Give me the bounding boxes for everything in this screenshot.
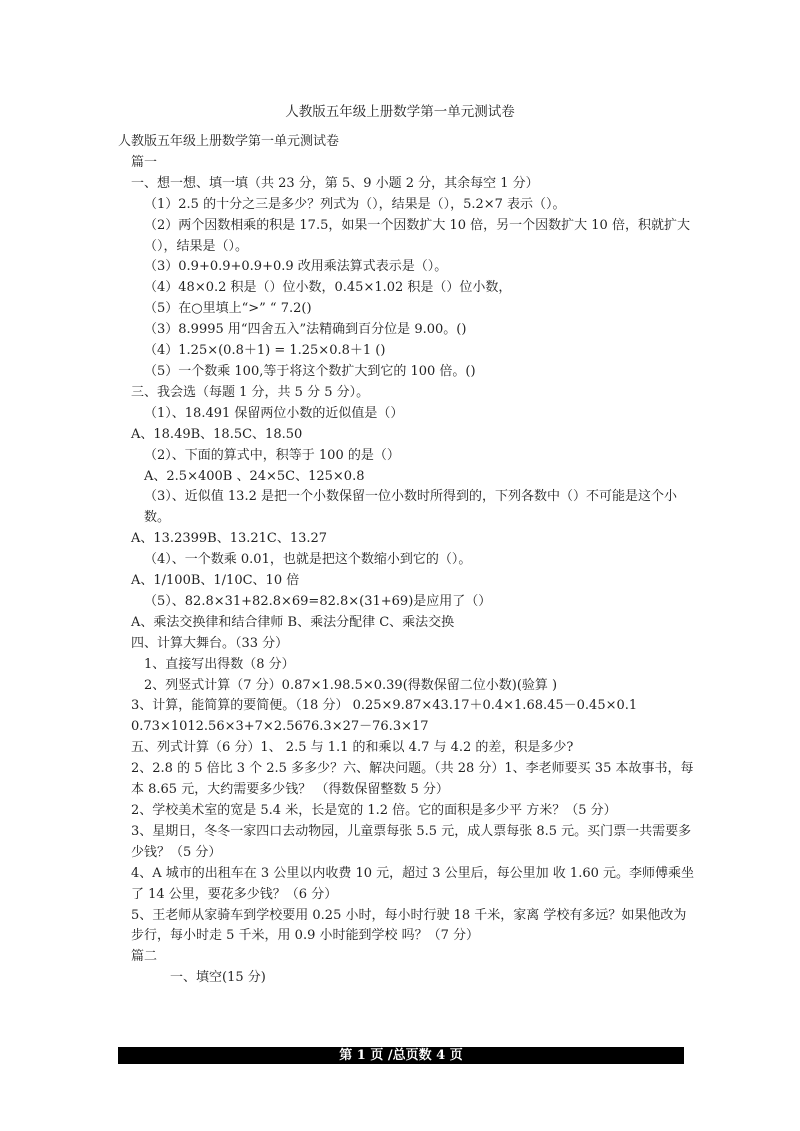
text-line: 3、计算，能简算的要简便。（18 分） 0.25×9.87×43.17＋0.4×1.68.45－0.45×0.1 — [131, 698, 638, 714]
text-line: （4）、一个数乘 0.01，也就是把这个数缩小到它的（）。 — [144, 552, 472, 568]
text-line: （2）两个因数相乘的积是 17.5，如果一个因数扩大 10 倍，另一个因数扩大 10 倍，积就扩大（），结果是（）。 — [144, 217, 690, 254]
text-line: 一、想一想、填一填（共 23 分，第 5、9 小题 2 分，其余每空 1 分） — [131, 175, 539, 191]
text-line: 篇一 — [131, 154, 158, 170]
page-title: 人教版五年级上册数学第一单元测试卷 — [285, 104, 515, 120]
text-line: 人教版五年级上册数学第一单元测试卷 — [118, 134, 340, 149]
text-line: （5）在○里填上“>” “ 7.2() — [144, 301, 312, 317]
text-line: 2、列竖式计算（7 分）0.87×1.98.5×0.39(得数保留二位小数)(验算 ) — [144, 677, 558, 693]
text-line: A、2.5×400B 、24×5C、125×0.8 — [144, 468, 365, 484]
text-line: 4、A 城市的出租车在 3 公里以内收费 10 元，超过 3 公里后，每公里加 收 1.60 元。李师傅乘坐了 14 公里，要花多少钱？（6 分） — [131, 865, 695, 902]
text-line: （3）0.9+0.9+0.9+0.9 改用乘法算式表示是（）。 — [144, 259, 448, 275]
text-line: （3）8.9995 用“四舍五入”法精确到百分位是 9.00。() — [144, 322, 467, 338]
text-line: A、13.2399B、13.21C、13.27 — [131, 531, 328, 547]
text-line: （2）、下面的算式中，积等于 100 的是（） — [144, 447, 400, 463]
page-footer: 第 1 页 /总页数 4 页 — [118, 1047, 684, 1064]
text-line: （5）、82.8×31+82.8×69=82.8×(31+69)是应用了（） — [144, 593, 492, 609]
text-line: 5、王老师从家骑车到学校要用 0.25 小时，每小时行驶 18 千米，家离 学校有多远？如果他改为步行，每小时走 5 千米，用 0.9 小时能到学校 吗？（7 分） — [131, 907, 687, 944]
text-line: A、18.49B、18.5C、18.50 — [131, 426, 303, 442]
text-line: 2、2.8 的 5 倍比 3 个 2.5 多多少？六、解决问题。（共 28 分）1、李老师要买 35 本故事书，每本 8.65 元，大约需要多少钱？ （得数保留整数 5 分） — [131, 761, 694, 798]
text-line: （1）、18.491 保留两位小数的近似值是（） — [144, 405, 404, 421]
text-line: A、1/100B、1/10C、10 倍 — [131, 573, 300, 589]
text-line: 2、学校美术室的宽是 5.4 米，长是宽的 1.2 倍。它的面积是多少平 方米？（5 分） — [131, 803, 617, 818]
text-line: （4）1.25×(0.8＋1) = 1.25×0.8＋1 () — [144, 343, 386, 359]
text-line: A、乘法交换律和结合律师 B、乘法分配律 C、乘法交换 — [131, 614, 455, 630]
text-line: （3）、近似值 13.2 是把一个小数保留一位小数时所得到的，下列各数中（）不可能是这个小数。 — [144, 489, 677, 526]
text-line: 三、我会选（每题 1 分，共 5 分 5 分）。 — [131, 384, 370, 400]
text-line: 五、列式计算（6 分）1、 2.5 与 1.1 的和乘以 4.7 与 4.2 的差，积是多少? — [131, 740, 574, 756]
text-line: 1、直接写出得数（8 分） — [144, 656, 295, 672]
text-line: （4）48×0.2 积是（）位小数，0.45×1.02 积是（）位小数， — [144, 280, 512, 296]
text-line: 3、星期日，冬冬一家四口去动物园，儿童票每张 5.5 元，成人票每张 8.5 元。买门票一共需要多少钱？（5 分） — [131, 823, 692, 860]
document-body — [118, 132, 698, 989]
text-line: 篇二 — [131, 949, 158, 965]
text-line: （5）一个数乘 100,等于将这个数扩大到它的 100 倍。() — [144, 363, 476, 379]
text-line: 一、填空(15 分) — [170, 970, 266, 986]
text-line: 四、计算大舞台。（33 分） — [131, 635, 289, 651]
text-line: 0.73×1012.56×3+7×2.5676.3×27－76.3×17 — [131, 719, 429, 735]
text-line: （1）2.5 的十分之三是多少？列式为（），结果是（），5.2×7 表示（）。 — [144, 196, 566, 212]
